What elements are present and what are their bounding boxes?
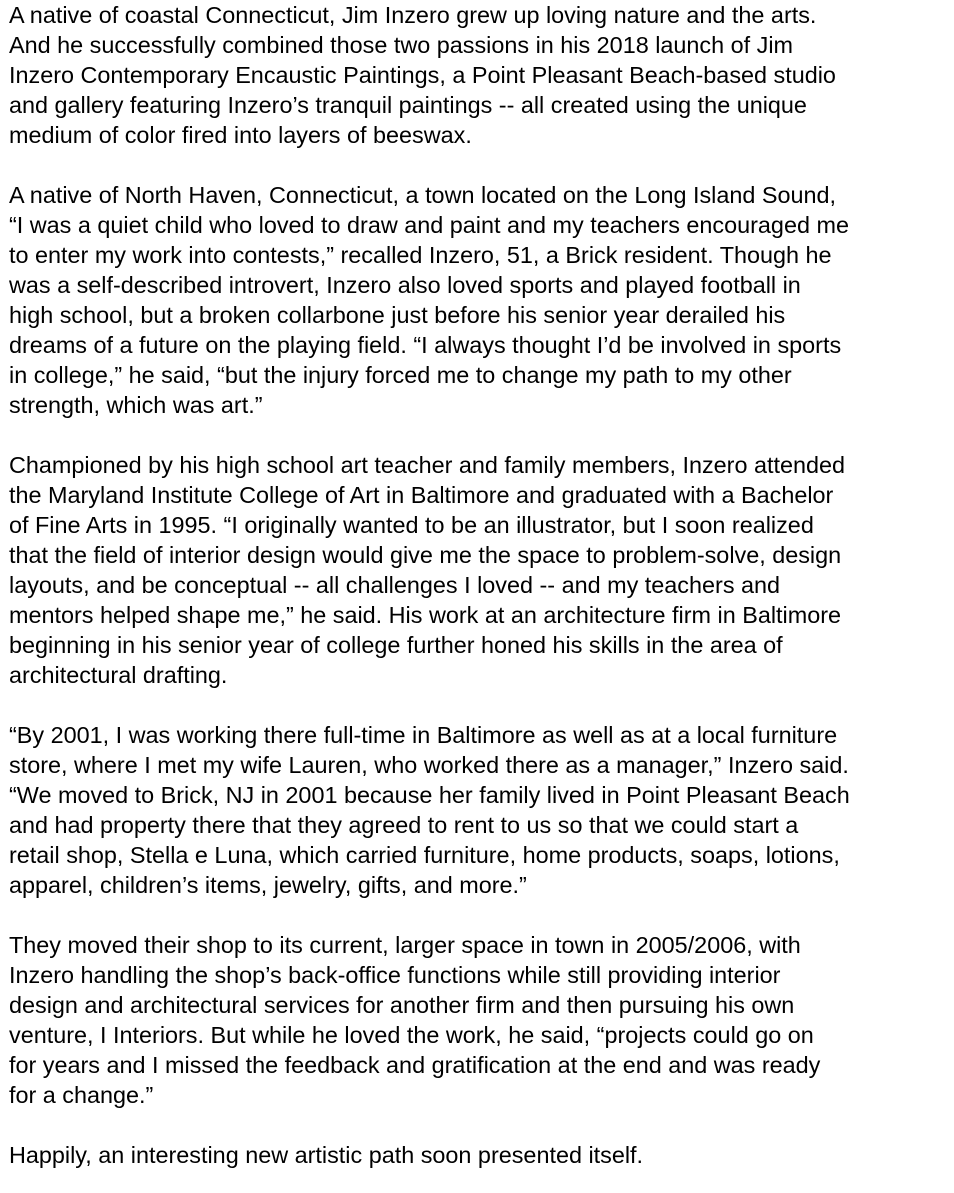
text-line: Happily, an interesting new artistic path soon presented itself. — [9, 1142, 644, 1168]
text-line: Inzero handling the shop’s back-office functions while still providing interior — [9, 962, 781, 988]
paragraph-gap — [9, 150, 954, 180]
text-line: “By 2001, I was working there full-time in Baltimore as well as at a local furniture — [9, 722, 838, 748]
paragraph-gap — [9, 1110, 954, 1140]
text-line: in college,” he said, “but the injury forced me to change my path to my other — [9, 362, 792, 388]
text-line: high school, but a broken collarbone just before his senior year derailed his — [9, 302, 786, 328]
text-line: architectural drafting. — [9, 662, 228, 688]
text-line: for a change.” — [9, 1082, 154, 1108]
text-line: the Maryland Institute College of Art in Baltimore and graduated with a Bachelor — [9, 482, 834, 508]
text-line: strength, which was art.” — [9, 392, 263, 418]
text-line: “I was a quiet child who loved to draw and paint and my teachers encouraged me — [9, 212, 849, 238]
text-line: They moved their shop to its current, larger space in town in 2005/2006, with — [9, 932, 801, 958]
paragraph-gap — [9, 900, 954, 930]
text-line: and gallery featuring Inzero’s tranquil paintings -- all created using the unique — [9, 92, 807, 118]
paragraph-6 — [9, 1140, 954, 1170]
text-line: And he successfully combined those two passions in his 2018 launch of Jim — [9, 32, 794, 58]
text-line: A native of North Haven, Connecticut, a town located on the Long Island Sound, — [9, 182, 837, 208]
text-line: to enter my work into contests,” recalled Inzero, 51, a Brick resident. Though he — [9, 242, 832, 268]
text-line: A native of coastal Connecticut, Jim Inzero grew up loving nature and the arts. — [9, 2, 817, 28]
text-line: that the field of interior design would give me the space to problem-solve, design — [9, 542, 842, 568]
paragraph-gap — [9, 690, 954, 720]
text-line: “We moved to Brick, NJ in 2001 because her family lived in Point Pleasant Beach — [9, 782, 850, 808]
text-line: Championed by his high school art teacher and family members, Inzero attended — [9, 452, 846, 478]
text-line: mentors helped shape me,” he said. His work at an architecture firm in Baltimore — [9, 602, 842, 628]
paragraph-4 — [9, 720, 954, 900]
text-line: and had property there that they agreed to rent to us so that we could start a — [9, 812, 799, 838]
text-line: Inzero Contemporary Encaustic Paintings, a Point Pleasant Beach-based studio — [9, 62, 836, 88]
text-line: of Fine Arts in 1995. “I originally wanted to be an illustrator, but I soon realized — [9, 512, 814, 538]
text-line: beginning in his senior year of college further honed his skills in the area of — [9, 632, 783, 658]
text-line: apparel, children’s items, jewelry, gifts, and more.” — [9, 872, 527, 898]
text-line: retail shop, Stella e Luna, which carried furniture, home products, soaps, lotions, — [9, 842, 840, 868]
paragraph-gap — [9, 420, 954, 450]
text-line: medium of color fired into layers of beeswax. — [9, 122, 472, 148]
text-line: dreams of a future on the playing field. “I always thought I’d be involved in sports — [9, 332, 842, 358]
paragraph-1 — [9, 0, 954, 150]
text-line: venture, I Interiors. But while he loved the work, he said, “projects could go on — [9, 1022, 814, 1048]
paragraph-5 — [9, 930, 954, 1110]
text-line: store, where I met my wife Lauren, who worked there as a manager,” Inzero said. — [9, 752, 849, 778]
paragraph-3 — [9, 450, 954, 690]
text-line: layouts, and be conceptual -- all challenges I loved -- and my teachers and — [9, 572, 781, 598]
text-line: was a self-described introvert, Inzero also loved sports and played football in — [9, 272, 801, 298]
text-line: design and architectural services for another firm and then pursuing his own — [9, 992, 795, 1018]
paragraph-2 — [9, 180, 954, 420]
text-line: for years and I missed the feedback and gratification at the end and was ready — [9, 1052, 821, 1078]
